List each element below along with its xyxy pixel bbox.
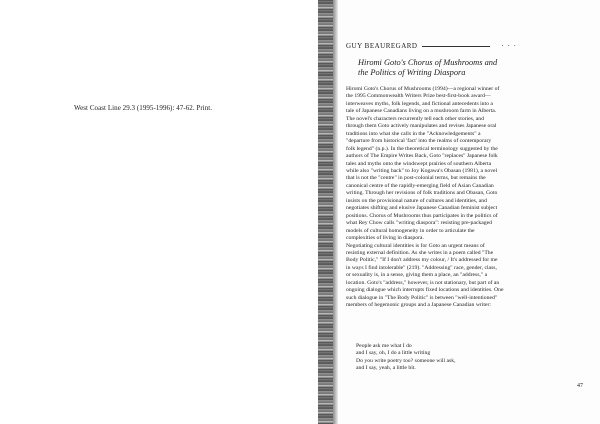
running-head [346, 42, 517, 50]
body-line: resisting external definition. As she writes in a poem called "The [346, 249, 494, 256]
body-line: in ways I find intolerable" (219). "Addressing" race, gender, class, [346, 264, 497, 271]
body-line: the 1995 Commonwealth Writers Prize best-first-book award— [346, 93, 491, 100]
running-head-author: GUY BEAUREGARD [346, 42, 418, 50]
body-line: or sexuality is, in a sense, giving them a place, an "address," a [346, 272, 488, 279]
body-line: The novel's characters recurrently tell each other stories, and [346, 115, 484, 122]
running-head-rule [422, 46, 490, 47]
body-line: interweaves myths, folk legends, and fictional antecedents into a [346, 100, 493, 107]
body-line: canonical centre of the rapidly-emerging field of Asian Canadian [346, 182, 494, 189]
poem-line: People ask me what I do [356, 343, 412, 349]
page-number: 47 [577, 383, 583, 389]
body-line: complexities of living in diaspora. [346, 235, 424, 242]
body-line: negotiates shifting and elusive Japanese Canadian feminist subject [346, 205, 498, 212]
body-line: writing. Through her revisions of folk traditions and Obasan, Goto [346, 190, 498, 197]
body-line: ongoing dialogue which interrupts fixed locations and identities. One [346, 287, 504, 294]
body-line: through them Goto actively manipulates and revises Japanese oral [346, 123, 497, 130]
body-line: tale of Japanese Canadians living on a mushroom farm in Alberta. [346, 108, 497, 115]
title-line: Hiromi Goto's Chorus of Mushrooms and [358, 58, 498, 67]
body-line: "departure from historical 'fact' into the realms of contemporary [346, 138, 492, 145]
poem-quote [356, 343, 556, 373]
poem-line: and I say, yeah, a little bit. [356, 365, 416, 372]
body-line: Negotiating cultural identities is for Goto an urgent means of [346, 242, 485, 249]
body-line: that is not the "centre" in post-colonial terms, but remains the [346, 175, 486, 182]
citation: West Coast Line 29.3 (1995-1996): 47-62. Print. [74, 104, 213, 112]
title-line: the Politics of Writing Diaspora [358, 68, 466, 77]
body-line: positions. Chorus of Mushrooms thus participates in the politics of [346, 212, 498, 219]
body-line: traditions into what she calls in the "Acknowledgements" a [346, 130, 481, 137]
poem-line: and I say, oh, I do a little writing [356, 350, 431, 357]
body-line: members of hegemonic groups and a Japanese Canadian writer: [346, 302, 491, 309]
body-line: Body Politic," "If I don't address my colour, / It's addressed for me [346, 257, 498, 264]
body-line: what Rey Chow calls "writing diaspora": resisting pre-packaged [346, 220, 493, 227]
right-page [338, 0, 600, 424]
body-text [346, 86, 584, 310]
body-line: tales and myths onto the windswept prairies of southern Alberta [346, 160, 492, 167]
body-line: location. Goto's "address," however, is not stationary, but part of an [346, 279, 500, 286]
book-gutter [318, 0, 334, 424]
body-line: models of cultural homogeneity in order to articulate the [346, 227, 475, 234]
body-line: insists on the provisional nature of cultures and identities, and [346, 197, 487, 204]
body-line: Hiromi Goto's Chorus of Mushrooms (1994)—a regional winner of [346, 86, 500, 92]
running-head-dots: · · · [501, 42, 517, 50]
body-line: such dialogue in "The Body Politic" is between "well-intentioned" [346, 294, 498, 301]
poem-line: Do you write poetry too? someone will ask, [356, 357, 456, 364]
body-line: while also "writing back" to Joy Kogawa's Obasan (1981), a novel [346, 167, 498, 174]
body-line: authors of The Empire Writes Back, Goto "replaces" Japanese folk [346, 153, 498, 160]
body-line: folk legend" (n.p.). In the theoretical terminology suggested by the [346, 145, 498, 152]
article-title [358, 58, 558, 78]
